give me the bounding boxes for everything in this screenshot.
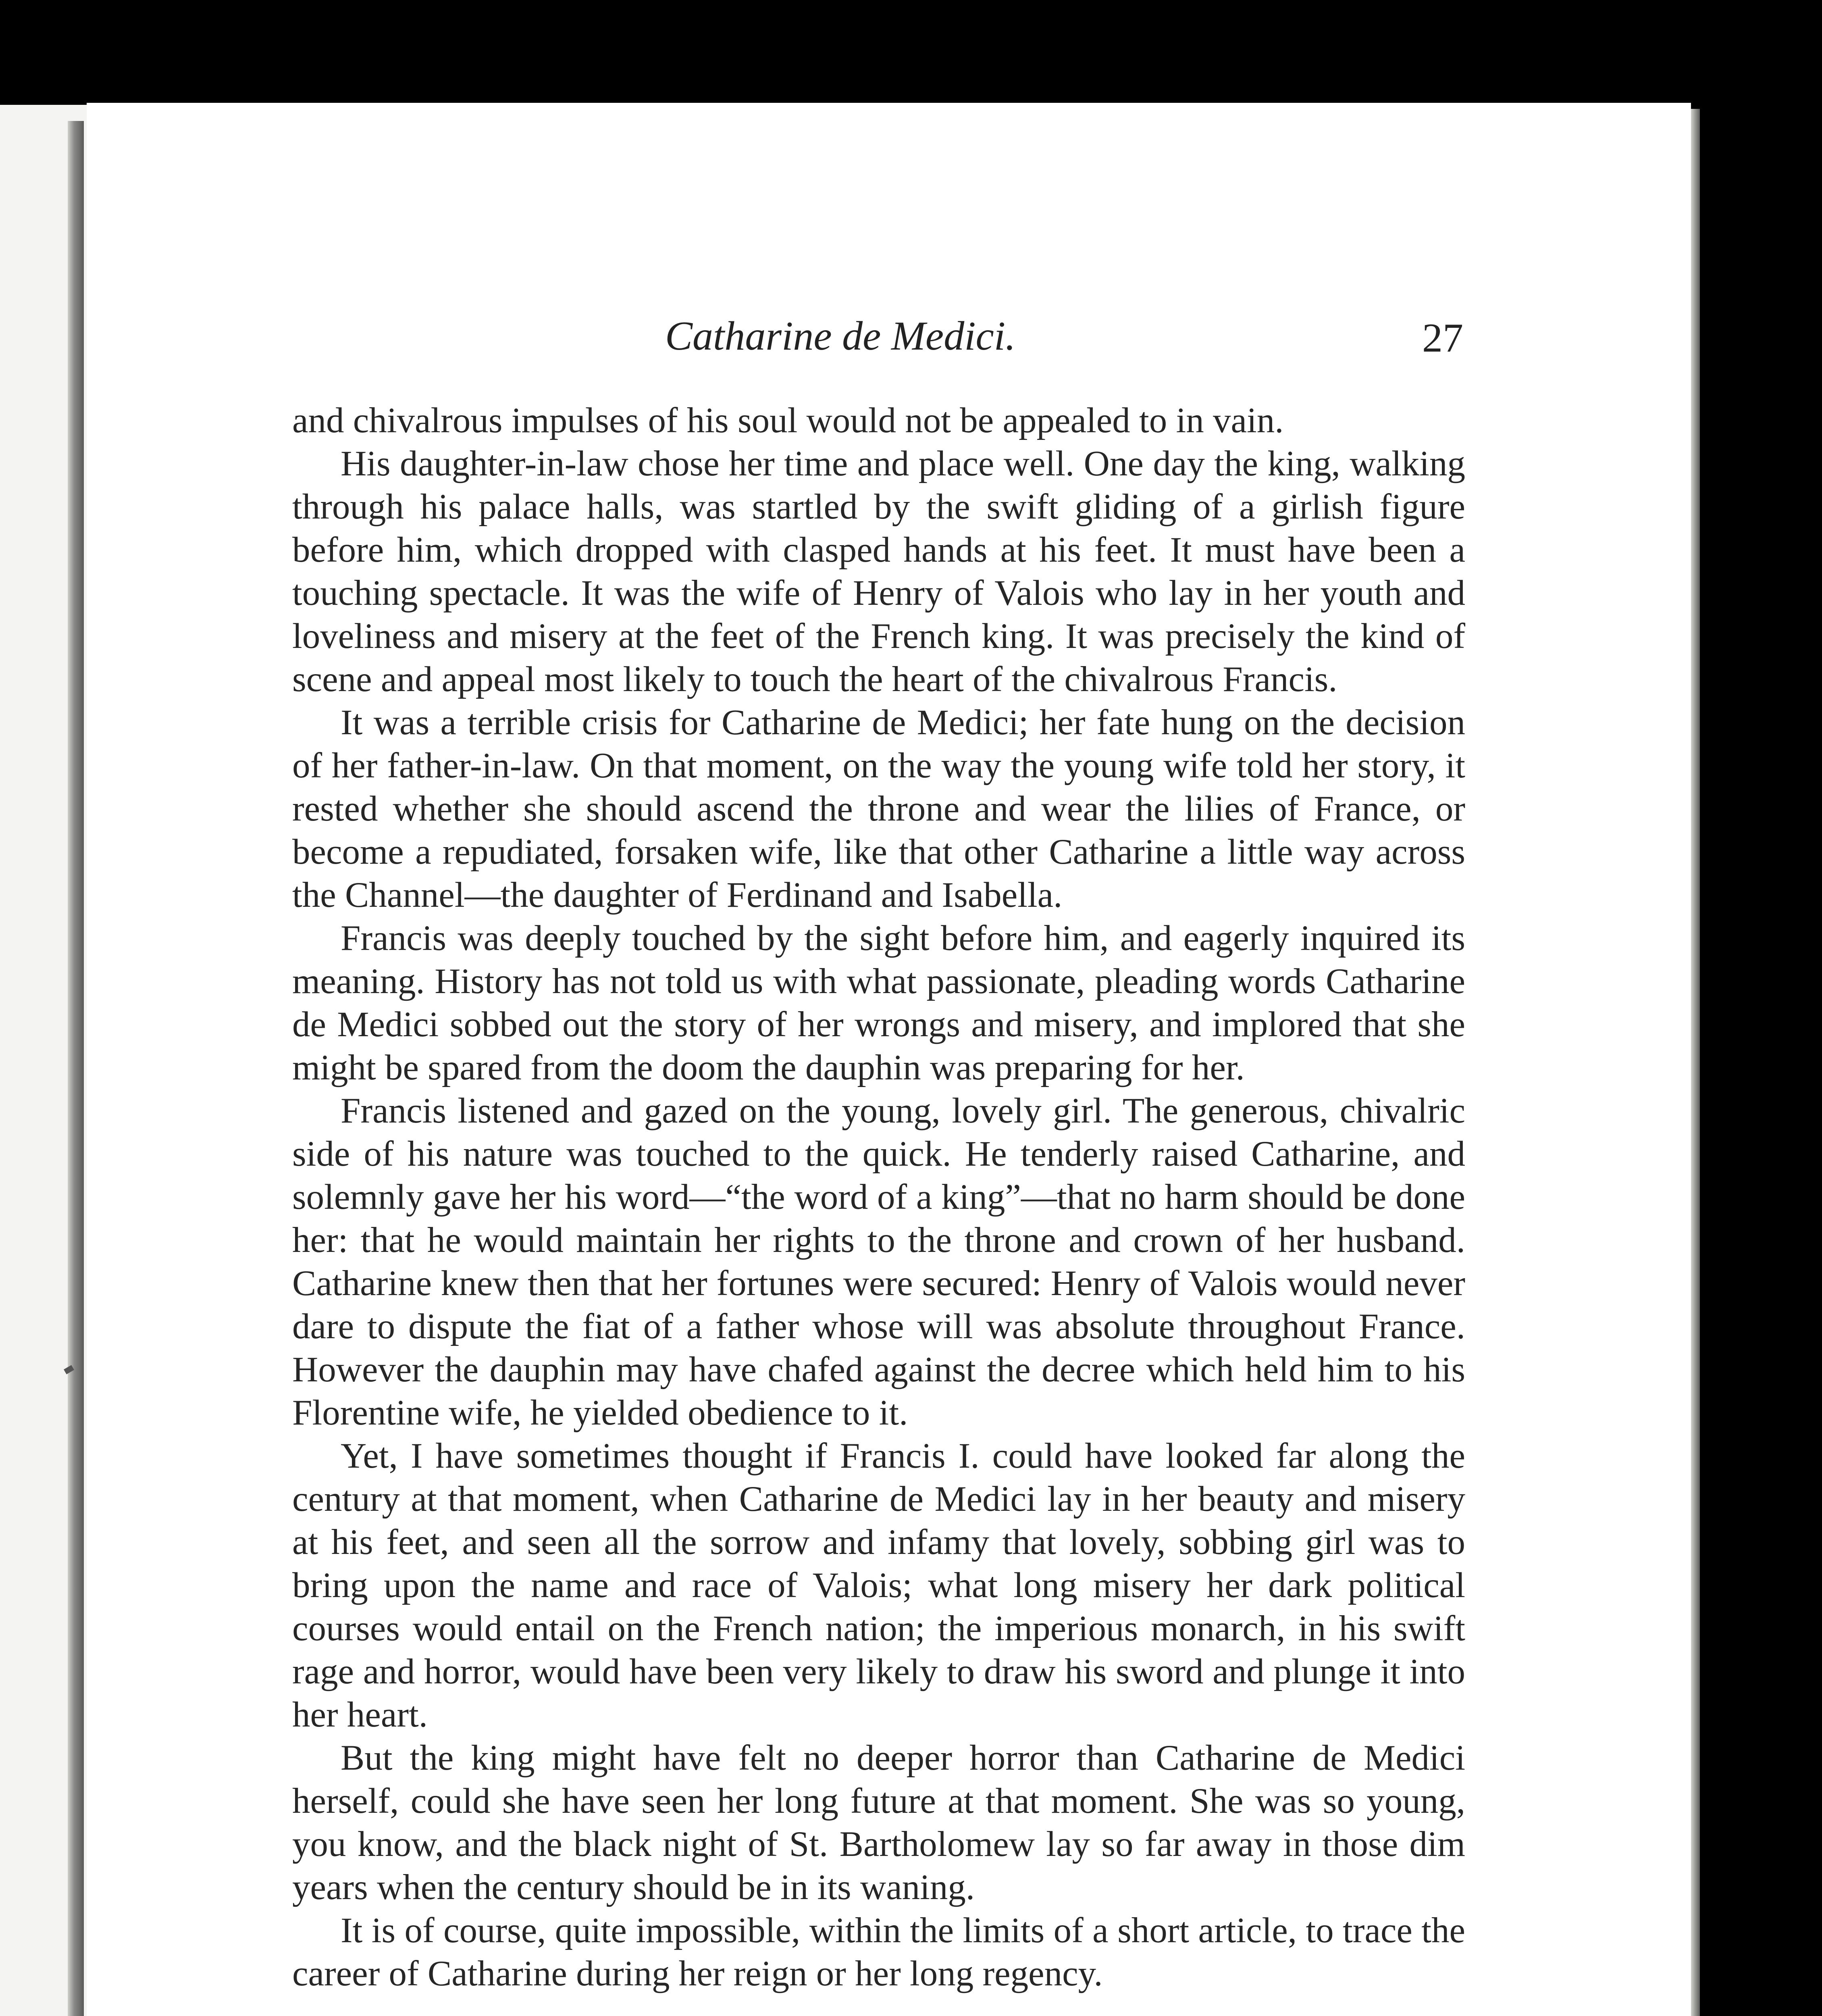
body-text (292, 399, 1465, 1995)
paragraph: His daughter-in-law chose her time and place well. One day the king, walking through his palace halls, was startled by the swift gliding of a girlish figure before him, which dropped with clasped hands at his feet. It must have been a touching spectacle. It was the wife of Henry of Valois who lay in her youth and loveliness and misery at the feet of the French king. It was precisely the kind of scene and appeal most likely to touch the heart of the chivalrous Francis. (292, 444, 1465, 699)
paragraph: Yet, I have sometimes thought if Francis I. could have looked far along the century at that moment, when Catharine de Medici lay in her beauty and misery at his feet, and seen all the sorrow and infamy that lovely, sobbing girl was to bring upon the name and race of Valois; what long misery her dark political courses would entail on the French nation; the imperious monarch, in his swift rage and horror, would have been very likely to draw his sword and plunge it into her heart. (292, 1436, 1465, 1735)
paragraph: It is of course, quite impossible, within the limits of a short article, to trace the career of Catharine during her reign or her long regency. (292, 1911, 1465, 1993)
page-number: 27 (1422, 315, 1463, 361)
page-gutter-shadow (68, 121, 84, 2016)
paragraph: But the king might have felt no deeper horror than Catharine de Medici herself, could she have seen her long future at that moment. She was so young, you know, and the black night of St. Bartholomew lay so far away in those dim years when the century should be in its waning. (292, 1738, 1465, 1907)
paragraph: Francis listened and gazed on the young, lovely girl. The generous, chivalric side of his nature was touched to the quick. He tenderly raised Catharine, and solemnly gave her his word—“the word of a king”—that no harm should be done her: that he would maintain her rights to the throne and crown of her husband. Catharine knew then that her fortunes were secured: Henry of Valois would never dare to dispute the fiat of a father whose will was absolute throughout France. However the dauphin may have chafed against the decree which held him to his Florentine wife, he yielded obedience to it. (292, 1091, 1465, 1433)
paragraph: It was a terrible crisis for Catharine de Medici; her fate hung on the decision of her father-in-law. On that moment, on the way the young wife told her story, it rested whether she should ascend the throne and wear the lilies of France, or become a repudiated, forsaken wife, like that other Catharine a little way across the Channel—the daughter of Ferdinand and Isabella. (292, 703, 1465, 915)
right-page-edge (1691, 109, 1700, 2016)
paragraph: Francis was deeply touched by the sight before him, and eagerly inquired its meaning. History has not told us with what passionate, pleading words Catharine de Medici sobbed out the story of her wrongs and misery, and implored that she might be spared from the doom the dauphin was preparing for her. (292, 918, 1465, 1087)
paragraph: and chivalrous impulses of his soul would not be appealed to in vain. (292, 401, 1284, 440)
page-header (383, 312, 1463, 377)
running-title: Catharine de Medici. (665, 313, 1016, 359)
